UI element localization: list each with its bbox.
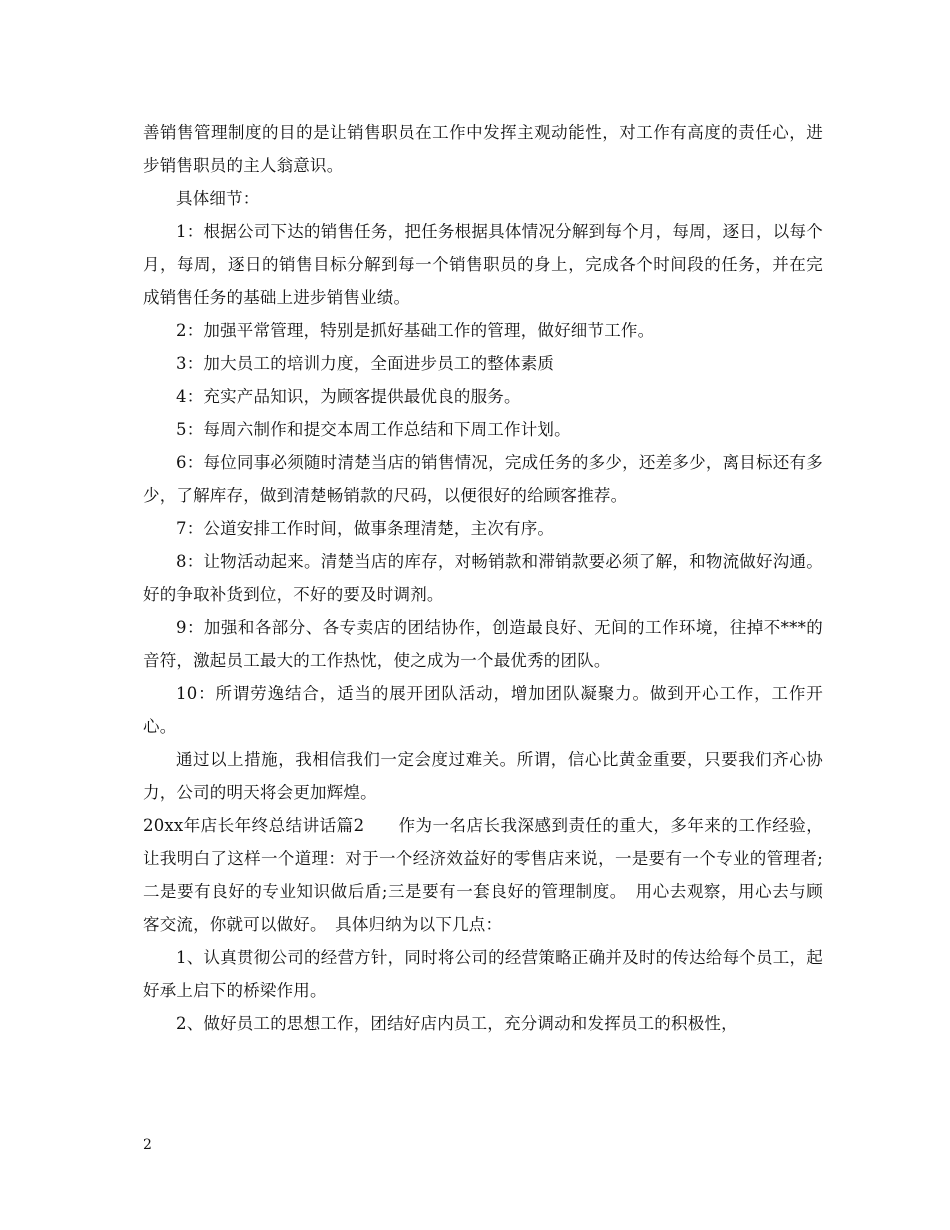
list-item: 8：让物活动起来。清楚当店的库存，对畅销款和滞销款要必须了解，和物流做好沟通。好的争取补货到位，不好的要及时调剂。 — [143, 552, 823, 604]
section-heading: 具体细节： — [176, 189, 260, 208]
list-item: 10：所谓劳逸结合，适当的展开团队活动，增加团队凝聚力。做到开心工作，工作开心。 — [143, 684, 823, 736]
list-item: 2：加强平常管理，特别是抓好基础工作的管理，做好细节工作。 — [176, 321, 655, 340]
list-item: 3：加大员工的培训力度，全面进步员工的整体素质 — [176, 354, 555, 373]
list-item: 1：根据公司下达的销售任务，把任务根据具体情况分解到每个月，每周，逐日，以每个月，每周，逐日的销售目标分解到每一个销售职员的身上，完成各个时间段的任务，并在完成销售任务的基础上进步销售业绩。 — [143, 222, 823, 307]
list-item: 2、做好员工的思想工作，团结好店内员工，充分调动和发挥员工的积极性， — [176, 1014, 738, 1033]
document-body — [143, 116, 823, 1040]
list-item: 1、认真贯彻公司的经营方针，同时将公司的经营策略正确并及时的传达给每个员工，起好承上启下的桥梁作用。 — [143, 948, 823, 1000]
list-item: 5：每周六制作和提交本周工作总结和下周工作计划。 — [176, 420, 571, 439]
list-item: 6：每位同事必须随时清楚当店的销售情况，完成任务的多少，还差多少，离目标还有多少，了解库存，做到清楚畅销款的尺码，以便很好的给顾客推荐。 — [143, 453, 823, 505]
list-item: 4：充实产品知识，为顾客提供最优良的服务。 — [176, 387, 521, 406]
paragraph: 20xx年店长年终总结讲话篇2 作为一名店长我深感到责任的重大，多年来的工作经验，让我明白了这样一个道理：对于一个经济效益好的零售店来说，一是要有一个专业的管理者;二是要有良好的专业知识做后盾;三是要有一套良好的管理制度。 用心去观察，用心去与顾客交流，你就可以做好。 具体归纳为以下几点： — [143, 816, 823, 934]
list-item: 7：公道安排工作时间，做事条理清楚，主次有序。 — [176, 519, 555, 538]
list-item: 9：加强和各部分、各专卖店的团结协作，创造最良好、无间的工作环境，往掉不***的音符，激起员工最大的工作热忱，使之成为一个最优秀的团队。 — [143, 618, 823, 670]
paragraph: 善销售管理制度的目的是让销售职员在工作中发挥主观动能性，对工作有高度的责任心，进步销售职员的主人翁意识。 — [143, 123, 823, 175]
page-number: 2 — [143, 1137, 152, 1153]
paragraph: 通过以上措施，我相信我们一定会度过难关。所谓，信心比黄金重要，只要我们齐心协力，公司的明天将会更加辉煌。 — [143, 750, 823, 802]
